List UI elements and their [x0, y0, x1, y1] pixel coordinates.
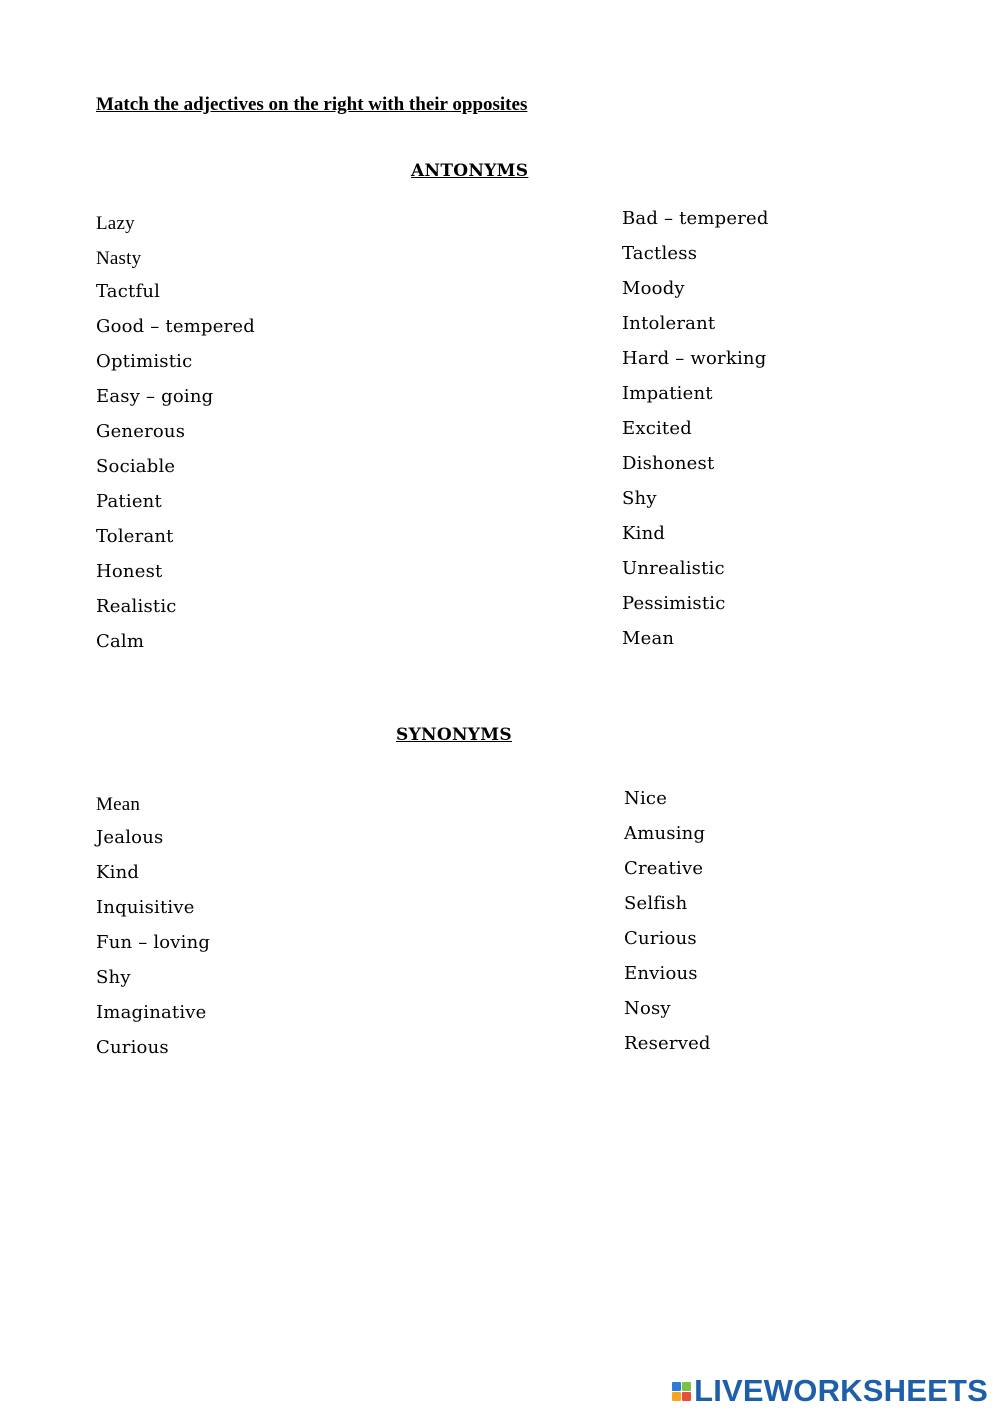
list-item: Selfish — [624, 893, 688, 914]
list-item: Creative — [624, 858, 704, 879]
list-item: Good – tempered — [96, 316, 255, 337]
list-item: Optimistic — [96, 351, 193, 372]
list-item: Sociable — [96, 456, 176, 477]
list-item: Nosy — [624, 998, 671, 1019]
list-item: Reserved — [624, 1033, 711, 1054]
list-item: Intolerant — [622, 313, 716, 334]
list-item: Bad – tempered — [622, 208, 769, 229]
list-item: Curious — [96, 1037, 169, 1058]
list-item: Lazy — [96, 213, 135, 234]
list-item: Mean — [622, 628, 675, 649]
list-item: Envious — [624, 963, 698, 984]
liveworksheets-logo — [672, 1374, 988, 1408]
list-item: Kind — [622, 523, 666, 544]
list-item: Nice — [624, 788, 668, 809]
list-item: Nasty — [96, 248, 142, 269]
synonyms-heading: SYNONYMS — [396, 725, 512, 745]
list-item: Imaginative — [96, 1002, 207, 1023]
logo-square — [682, 1392, 691, 1401]
list-item: Patient — [96, 491, 162, 512]
list-item: Impatient — [622, 383, 713, 404]
instruction-heading: Match the adjectives on the right with their opposites — [96, 94, 528, 115]
list-item: Moody — [622, 278, 685, 299]
list-item: Realistic — [96, 596, 177, 617]
list-item: Tactful — [96, 281, 161, 302]
list-item: Pessimistic — [622, 593, 726, 614]
list-item: Jealous — [96, 827, 164, 848]
list-item: Generous — [96, 421, 186, 442]
logo-square — [682, 1382, 691, 1391]
antonyms-right-list — [622, 207, 769, 662]
list-item: Hard – working — [622, 348, 767, 369]
synonyms-left-list — [96, 791, 210, 1071]
list-item: Calm — [96, 631, 145, 652]
list-item: Shy — [96, 967, 131, 988]
list-item: Shy — [622, 488, 657, 509]
list-item: Curious — [624, 928, 697, 949]
list-item: Amusing — [624, 823, 706, 844]
list-item: Easy – going — [96, 386, 214, 407]
list-item: Dishonest — [622, 453, 715, 474]
list-item: Kind — [96, 862, 140, 883]
synonyms-right-list — [624, 787, 711, 1067]
list-item: Tactless — [622, 243, 698, 264]
list-item: Inquisitive — [96, 897, 195, 918]
logo-mark-icon — [672, 1382, 691, 1401]
list-item: Honest — [96, 561, 163, 582]
logo-square — [672, 1392, 681, 1401]
list-item: Fun – loving — [96, 932, 211, 953]
list-item: Unrealistic — [622, 558, 725, 579]
list-item: Excited — [622, 418, 692, 439]
list-item: Mean — [96, 794, 141, 815]
list-item: Tolerant — [96, 526, 174, 547]
logo-square — [672, 1382, 681, 1391]
antonyms-heading: ANTONYMS — [411, 161, 529, 181]
logo-text: LIVEWORKSHEETS — [694, 1373, 988, 1408]
antonyms-left-list — [96, 210, 255, 665]
